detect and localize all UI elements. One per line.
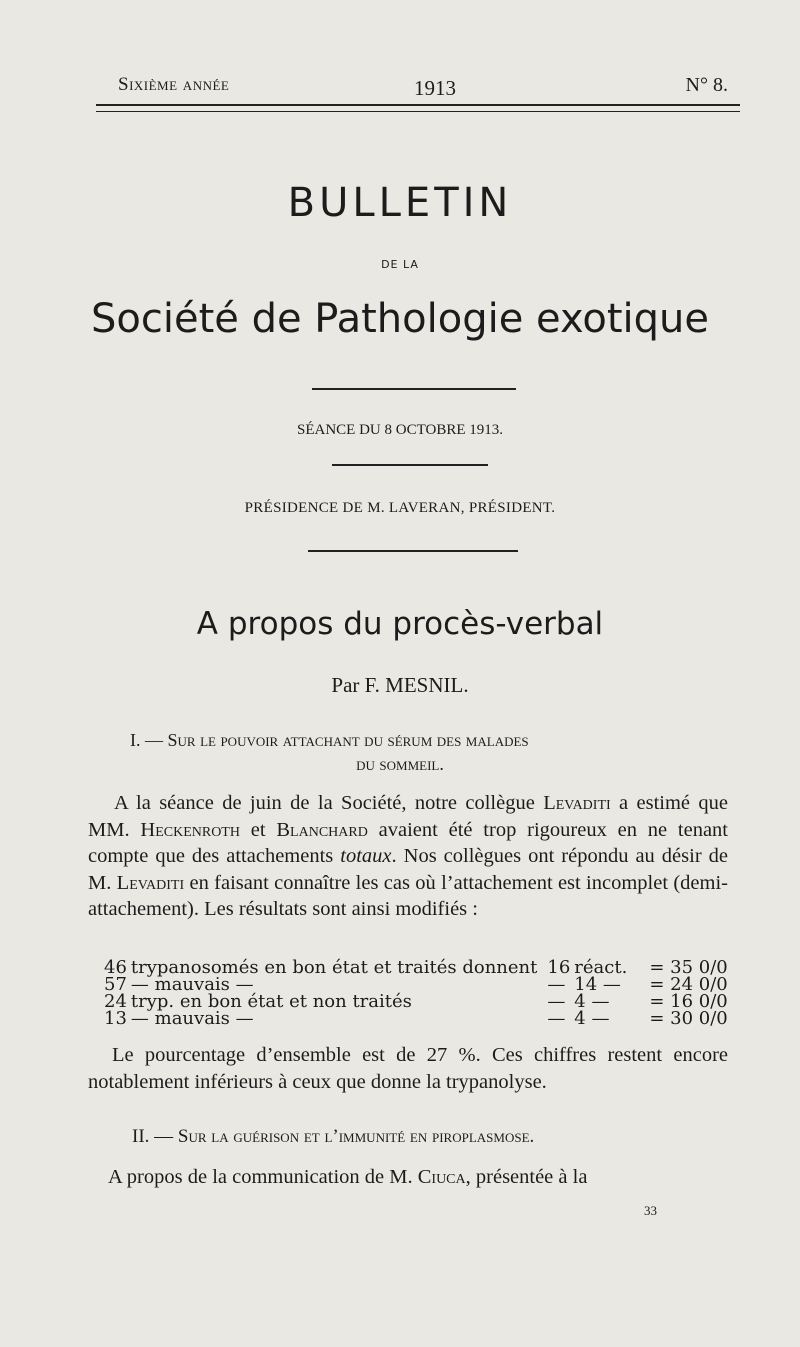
cell-count: 24 <box>104 991 127 1012</box>
running-header <box>118 74 728 98</box>
cell-percentage: = 30 0/0 <box>649 1008 728 1029</box>
text-run: avaient été trop rigoureux en ne tenant compte que des attachements <box>88 818 729 867</box>
session-president: PRÉSIDENCE DE M. LAVERAN, PRÉSIDENT. <box>244 500 556 516</box>
person-name: Levaditi <box>116 871 185 894</box>
person-name: Ciuca <box>417 1166 466 1188</box>
cell-description: — mauvais — <box>130 974 254 995</box>
cell-count: 13 <box>104 1008 127 1029</box>
header-year-label: Sixième année <box>118 74 230 95</box>
session-date: SÉANCE DU 8 OCTOBRE 1913. <box>297 422 503 438</box>
divider-rule <box>308 550 518 552</box>
cell-reaction-count: — <box>547 991 566 1012</box>
divider-rule <box>332 464 488 466</box>
cell-reaction-count: 16 <box>547 957 571 978</box>
text-run: a estimé que MM. <box>88 792 728 841</box>
masthead-bulletin: BULLETIN <box>287 180 513 226</box>
cell-reaction-unit: réact. <box>574 957 628 978</box>
text-run: . Nos collègues ont répondu au désir de M. <box>88 845 728 894</box>
section-heading: II. — Sur la guérison et l’immunité en piroplasmose. <box>132 1126 535 1147</box>
divider-rule <box>312 388 516 390</box>
header-rule <box>96 104 740 112</box>
paragraph <box>88 1164 728 1191</box>
header-issue-number: N° 8. <box>685 74 728 96</box>
person-name: Blanchard <box>276 818 368 841</box>
cell-reaction-unit: 4 — <box>574 1008 610 1029</box>
text-run: A propos de la communication de M. <box>108 1166 418 1188</box>
article-title: A propos du procès-verbal <box>196 606 604 642</box>
cell-description: — mauvais — <box>130 1008 254 1029</box>
page-number: 33 <box>644 1203 657 1218</box>
text-run: et <box>239 818 277 841</box>
cell-percentage: = 16 0/0 <box>649 991 728 1012</box>
text-run: en faisant connaître les cas où l’attachement est incomplet (demi-attachement). Les résultats sont ainsi modifiés : <box>88 871 728 920</box>
header-year: 1913 <box>414 76 456 100</box>
section-heading-continued: du sommeil. <box>356 754 444 774</box>
cell-reaction-unit: 14 — <box>574 974 621 995</box>
cell-percentage: = 35 0/0 <box>649 957 728 978</box>
cell-reaction-count: — <box>547 1008 566 1029</box>
masthead-society-name: Société de Pathologie exotique <box>90 296 710 342</box>
text-run: , présentée à la <box>465 1166 588 1188</box>
emphasis-text: totaux <box>340 845 392 867</box>
cell-count: 46 <box>104 957 127 978</box>
cell-reaction-count: — <box>547 974 566 995</box>
table-row <box>104 1010 732 1027</box>
person-name: Levaditi <box>543 792 611 814</box>
cell-percentage: = 24 0/0 <box>649 974 728 995</box>
text-run: A la séance de juin de la Société, notre collègue <box>114 792 544 814</box>
person-name: Heckenroth <box>140 818 240 841</box>
cell-reaction-unit: 4 — <box>574 991 610 1012</box>
masthead-de-la: DE LA <box>381 258 419 271</box>
paragraph: Le pourcentage d’ensemble est de 27 %. Ces chiffres restent encore notablement inférieurs à ceux que donne la trypanolyse. <box>88 1044 728 1093</box>
section-heading: I. — Sur le pouvoir attachant du sérum des malades <box>130 730 529 750</box>
cell-description: tryp. en bon état et non traités <box>130 991 412 1012</box>
article-author: Par F. MESNIL. <box>331 673 469 697</box>
results-table <box>104 959 732 1027</box>
cell-count: 57 <box>104 974 127 995</box>
cell-description: trypanosomés en bon état et traités donnent <box>130 957 538 978</box>
paragraph <box>88 790 728 923</box>
